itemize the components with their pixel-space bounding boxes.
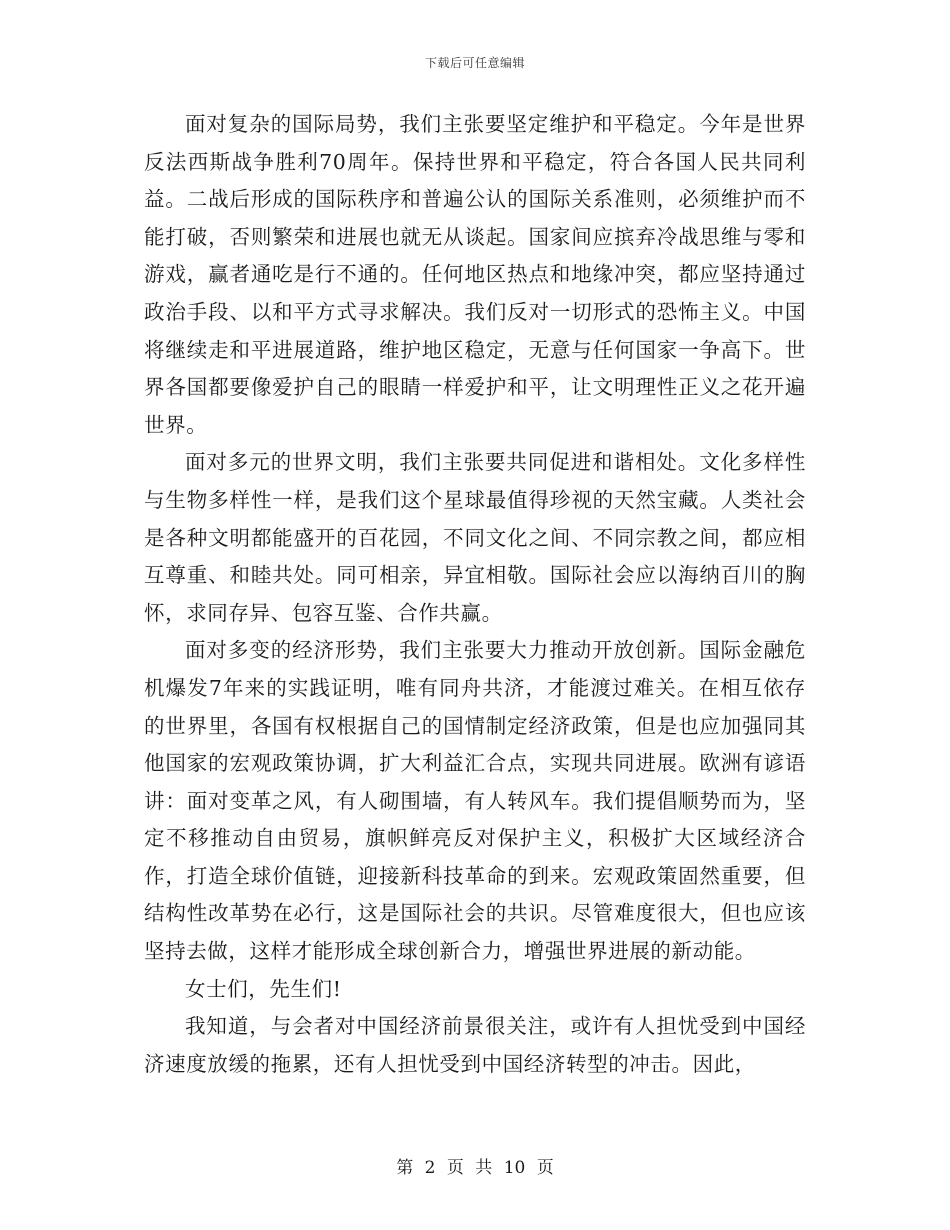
paragraph-salutation: 女士们，先生们! [185, 976, 342, 1001]
page-header: 下载后可任意编辑 [424, 56, 525, 70]
paragraph-international-situation: 面对复杂的国际局势，我们主张要坚定维护和平稳定。今年是世界反法西斯战争胜利70周年。保持世界和平稳定，符合各国人民共同利益。二战后形成的国际秩序和普遍公认的国际关系准则，必须维护而不能打破，否则繁荣和进展也就无从谈起。国家间应摈弃冷战思维与零和游戏，赢者通吃是行不通的。任何地区热点和地缘冲突，都应坚持通过政治手段、以和平方式寻求解决。我们反对一切形式的恐怖主义。中国将继续走和平进展道路，维护地区稳定，无意与任何国家一争高下。世界各国都要像爱护自己的眼睛一样爱护和平，让文明理性正义之花开遍世界。 [144, 112, 806, 437]
document-body [144, 106, 806, 1083]
paragraph-economic-situation: 面对多变的经济形势，我们主张要大力推动开放创新。国际金融危机爆发7年来的实践证明，唯有同舟共济，才能渡过难关。在相互依存的世界里，各国有权根据自己的国情制定经济政策，但是也应加强同其他国家的宏观政策协调，扩大利益汇合点，实现共同进展。欧洲有谚语讲：面对变革之风，有人砌围墙，有人转风车。我们提倡顺势而为，坚定不移推动自由贸易，旗帜鲜亮反对保护主义，积极扩大区域经济合作，打造全球价值链，迎接新科技革命的到来。宏观政策固然重要，但结构性改革势在必行，这是国际社会的共识。尽管难度很大，但也应该坚持去做，这样才能形成全球创新合力，增强世界进展的新动能。 [144, 638, 806, 964]
page-number-footer: 第 2 页 共 10 页 [396, 1158, 554, 1178]
paragraph-china-economy: 我知道，与会者对中国经济前景很关注，或许有人担忧受到中国经济速度放缓的拖累，还有人担忧受到中国经济转型的冲击。因此， [144, 1014, 806, 1076]
paragraph-world-civilization: 面对多元的世界文明，我们主张要共同促进和谐相处。文化多样性与生物多样性一样，是我们这个星球最值得珍视的天然宝藏。人类社会是各种文明都能盛开的百花园，不同文化之间、不同宗教之间，都应相互尊重、和睦共处。同可相亲，异宜相敬。国际社会应以海纳百川的胸怀，求同存异、包容互鉴、合作共赢。 [144, 450, 806, 625]
